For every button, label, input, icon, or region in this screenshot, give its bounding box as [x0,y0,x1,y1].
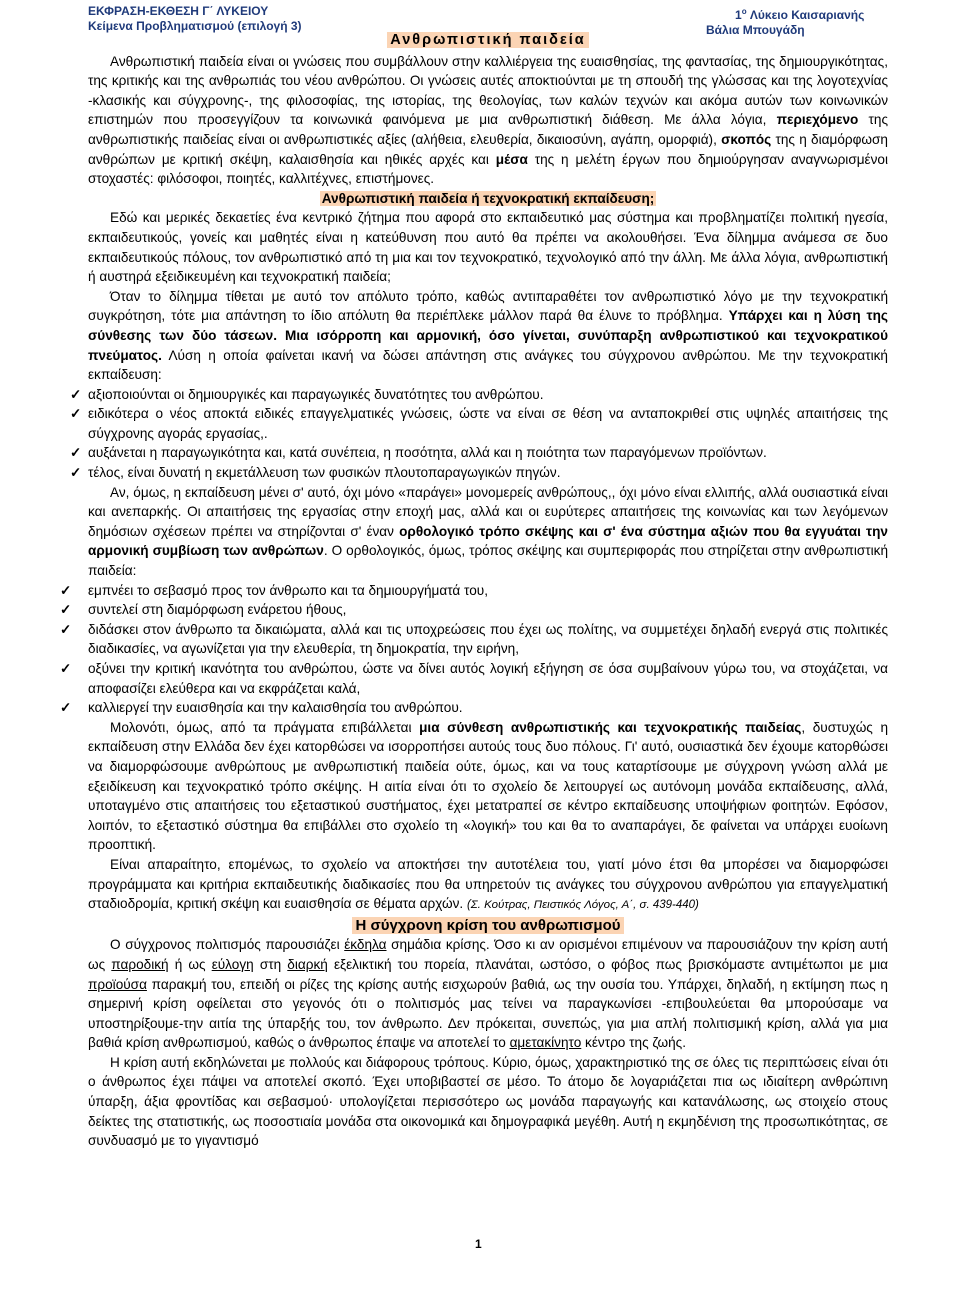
underlined-word: έκδηλα [344,937,387,953]
text: Ανθρωπιστική παιδεία είναι οι γνώσεις που συμβάλλουν στην καλλιέργεια της ευαισθησίας, της φαντασίας, της δημιουργικότητας, της κριτικής και της ανθρωπιάς του νέου ανθρώπου. Οι γνώσεις αυτές αποκτιούνται με τη σπουδή της γλώσσας και της λογοτεχνίας -κλασικής και σύγχρονης-, της φιλοσοφίας, της ιστορίας, της θεολογίας, των καλών τεχνών και ακόμα αυτών των κοινωνικών επιστημών που προσεγγίζουν τα κοινωνικά φαινόμενα με μια ανθρωπιστική διάθεση. Με άλλα λόγια, [88,53,888,128]
checklist-technocratic [70,385,888,483]
list-item-text: αυξάνεται η παραγωγικότητα και, κατά συνέπεια, η ποσότητα, αλλά και η ποιότητα των παραγόμενων προϊόντων. [88,445,767,461]
checkmark-icon: ✓ [60,602,72,618]
text: εξελικτική του πορεία, πλανάται, ωστόσο, ο φόβος πως βρισκόμαστε αντιμέτωποι με μια [327,956,888,972]
underlined-word: διαρκή [287,956,328,972]
checkmark-icon: ✓ [70,465,82,481]
bold-text: ορθολογικό τρόπο σκέψης και σ' ένα σύστημα αξιών που θα εγγυάται την αρμονική συμβίωση των ανθρώπων [88,523,888,559]
list-item [70,463,888,483]
text: ή ως [168,956,212,972]
header-school: 1$^o$ Λύκειο Καισαριανής [735,7,865,22]
paragraph-1 [88,52,888,189]
text: της ανθρωπιστικής παιδείας είναι οι ανθρωπιστικές αξίες (αλήθεια, ελευθερία, δικαιοσύνη, αγάπη, ομορφιά), [88,112,888,147]
page-number: 1 [475,1237,482,1251]
list-item-text: καλλιεργεί την ευαισθησία και την καλαισθησία του ανθρώπου. [88,700,463,716]
checkmark-icon: ✓ [60,700,72,716]
list-item-text: τέλος, είναι δυνατή η εκμετάλλευση των φυσικών πλουτοπαραγωγικών πηγών. [88,465,561,481]
checkmark-icon: ✓ [60,582,72,598]
underlined-word: παροδική [111,956,169,972]
text: της η διαμόρφωση ανθρώπων με κριτική σκέψη, καλαισθησία και ηθικές αρχές και [88,131,888,167]
title-block [88,30,888,51]
paragraph-4 [88,483,888,581]
text: . Ο ορθολογικός, όμως, τρόπος σκέψης και συμπεριφοράς που στηρίζεται στην ανθρωπιστική παιδεία: [88,543,888,579]
list-item [60,698,888,718]
underlined-word: προϊούσα [88,976,147,992]
text: παρακμή του, επειδή οι ρίζες της κρίσης αυτής εισχωρούν βαθιά, ως την ουσία του. Υπάρχει, δηλαδή, η εκτίμηση πως η σημερινή κρίση οφείλεται στο γεγονός ότι ο πολιτισμός μας τείνει να παραγκωνίσει -επιβουλεύεται θα μπορούσαμε να υποστηρίξουμε-την αιτία της ύπαρξής του, τον άνθρωπο. Δεν πρόκειται, συνεπώς, για μια απλή πολιτισμική κρίση, αλλά για μια βαθιά κρίση ανθρωπισμού, καθώς ο άνθρωπος έπαψε να αποτελεί το [88,976,888,1051]
paragraph-3 [88,287,888,385]
text: , δυστυχώς η εκπαίδευση στην Ελλάδα δεν έχει κατορθώσει να ισορροπήσει αυτούς τους δυο πόλους. Γι' αυτό, ουσιαστικά δεν έχουμε κατορθώσει να διαμορφώσουμε ανθρώπους με ανθρωπιστική παιδεία ούτε, όμως, και να τους καταρτίσουμε με σύγχρονη γνώση αλλά με εξειδίκευση και τεχνοκρατικό τρόπο σκέψης. Η αιτία είναι ότι το σχολείο δε λειτουργεί ως αυτόνομη μονάδα εκπαίδευσης, αλλά, υποταγμένο στις απαιτήσεις του εξεταστικού συστήματος, έχει μετατραπεί σε κέντρο εκπαίδευσης υποψήφιων φοιτητών. Εφόσον, λοιπόν, το εξεταστικό σύστημα θα επιβάλλει στο σχολείο τη «λογική» του και θα το αναπαράγει, δε φαίνεται να υπάρχει ευοίωνη προοπτική. [88,719,889,853]
section-heading: Ανθρωπιστική παιδεία ή τεχνοκρατική εκπαίδευση; [321,190,655,206]
text: Είναι απαραίτητο, επομένως, το σχολείο να αποκτήσει την αυτοτέλεια του, γιατί μόνο έτσι θα μπορέσει να διαμορφώσει προγράμματα και κριτήρια εκπαιδευτικής διαδικασίες που θα υπηρετούν τις ανάγκες του σύγχρονου ανθρώπου για επαγγελματική σταδιοδρομία, κριτική σκέψη και ευαισθησία σε θέματα αρχών. [88,856,888,912]
header-author: Βάλια Μπουγάδη [706,23,805,37]
paragraph-6 [88,855,888,916]
list-item [60,620,888,659]
subtitle-block-1 [88,189,888,209]
list-item [70,443,888,463]
section-heading: Η σύγχρονη κρίση του ανθρωπισμού [352,917,623,934]
subtitle-block-2 [88,916,888,936]
list-item-text: οξύνει την κριτική ικανότητα του ανθρώπου, ώστε να δίνει αυτός λογική εξήγηση σε όσα συμβαίνουν γύρω του, να στοχάζεται, να αποφασίζει ελεύθερα και να εκφράζεται καλά, [88,661,888,696]
text: Μολονότι, όμως, από τα πράγματα επιβάλλεται [110,719,420,735]
underlined-word: αμετακίνητο [509,1035,582,1051]
bold-text: περιεχόμενο [776,112,859,128]
paragraph-8: Η κρίση αυτή εκδηλώνεται με πολλούς και διάφορους τρόπους. Κύριο, όμως, χαρακτηριστικό της σε όλες τις περιπτώσεις είναι ότι ο άνθρωπος έχει πάψει να αποτελεί σκοπό. Έχει υποβιβαστεί σε μέσο. Το άτομο δε λογαριάζεται πια ως ιδιαίτερη ανθρώπινη ύπαρξη, άξια φροντίδας και σεβασμού· υπολογίζεται περισσότερο ως μονάδα παραγωγής και κατανάλωσης, ως στοιχείο στους δείκτες της στατιστικής, ως ποσοστιαία μονάδα στα οικονομικά και δημογραφικά μεγέθη. Αυτή η εκμηδένιση της προσωπικότητας, σε συνδυασμό με το γιγαντισμό [88,1054,888,1149]
bold-text: μέσα [495,151,528,167]
underlined-word: εύλογη [211,956,254,972]
list-item [60,581,888,601]
text: της η μελέτη έργων που δημιούργησαν αναγνωρισμένοι στοχαστές: φιλόσοφοι, ποιητές, καλλιτέχνες, επιστήμονες. [88,151,888,187]
list-item [60,600,888,620]
text: Αν, όμως, η εκπαίδευση μένει σ' αυτό, όχι μόνο «παράγει» μονομερείς ανθρώπους,, όχι μόνο είναι ελλιπής, αλλά ουσιαστικά είναι και ανεπαρκής. Οι απαιτήσεις της εργασίας στην εποχή μας, αλλά και οι ευρύτερες απαιτήσεις της κοινωνίας και των λεγόμενων δημόσιων σχέσεων πρέπει να στηρίζονται σ' έναν [88,484,888,539]
checkmark-icon: ✓ [70,406,82,422]
list-item [60,659,888,698]
text: Όταν το δίλημμα τίθεται με αυτό τον απόλυτο τρόπο, καθώς αντιπαραθέτει τον ανθρωπιστικό λόγο με την τεχνοκρατική συγκρότηση, τότε μια απάντηση το ίδιο απόλυτη θα περιέπλεκε μάλλον παρά θα έλυνε το πρόβλημα. [88,288,888,324]
header-topic: Κείμενα Προβληματισμού (επιλογή 3) [88,19,302,33]
text: σημάδια κρίσης. Όσο κι αν ορισμένοι επιμένουν να παρουσιάζουν την κρίση αυτή ως [88,937,888,972]
page-title: Ανθρωπιστική παιδεία [387,32,588,48]
list-item-text: συντελεί στη διαμόρφωση ενάρετου ήθους, [88,602,347,618]
list-item-text: ειδικότερα ο νέος αποκτά ειδικές επαγγελματικές γνώσεις, ώστε να είναι σε θέση να ανταποκριθεί στις υψηλές απαιτήσεις της σύγχρονης αγοράς εργασίας,. [88,406,888,441]
list-item-text: αξιοποιούνται οι δημιουργικές και παραγωγικές δυνατότητες του ανθρώπου. [88,386,544,402]
bold-text: Υπάρχει και η λύση της σύνθεσης των δύο τάσεων. Μια ισόρροπη και αρμονική, όσο γίνεται, συνύπαρξη ανθρωπιστικού και τεχνοκρατικού πνεύματος. [88,308,888,363]
text: Ο σύγχρονος πολιτισμός παρουσιάζει [110,937,345,953]
list-item-text: εμπνέει το σεβασμό προς τον άνθρωπο και τα δημιουργήματά του, [88,582,489,598]
paragraph-5 [88,718,888,855]
paragraph-7 [88,935,888,1053]
list-item [70,404,888,443]
document-body [60,30,889,1151]
list-item-text: διδάσκει στον άνθρωπο τα δικαιώματα, αλλά και τις υποχρεώσεις που έχει ως πολίτης, να συμμετέχει δηλαδή ενεργά στις πολιτικές διαδικασίες, να αγωνίζεται για την ελευθερία, τη δημοκρατία, την ειρήνη, [88,621,888,657]
checklist-humanistic [60,581,888,718]
text: κέντρο της ζωής. [581,1035,686,1051]
citation: (Σ. Κούτρας, Πειστικός Λόγος, Α΄, σ. 439-440) [466,899,699,912]
list-item [70,385,888,405]
checkmark-icon: ✓ [60,621,72,637]
paragraph-2: Εδώ και μερικές δεκαετίες ένα κεντρικό ζήτημα που αφορά στο εκπαιδευτικό μας σύστημα και προβληματίζει πολιτική ηγεσία, εκπαιδευτικούς, γονείς και μαθητές είναι η κατεύθυνση που αυτό θα πρέπει να ακολουθήσει. Ένα δίλημμα ανάμεσα σε δυο εκπαιδευτικούς πόλους, τον ανθρωπιστικό από τη μια και τον τεχνοκρατικό, τεχνολογικό από την άλλη. Με άλλα λόγια, ανθρωπιστική ή αυστηρά εξειδικευμένη και τεχνοκρατική παιδεία; [88,210,888,285]
text: στη [253,956,288,972]
header-course: ΕΚΦΡΑΣΗ-ΕΚΘΕΣΗ Γ΄ ΛΥΚΕΙΟΥ [88,4,269,18]
checkmark-icon: ✓ [70,445,82,461]
checkmark-icon: ✓ [70,386,82,402]
text: Λύση η οποία φαίνεται ικανή να δώσει απάντηση στις ανάγκες του σύγχρονου ανθρώπου. Με την τεχνοκρατική εκπαίδευση: [88,347,888,383]
bold-text: σκοπός [721,131,772,147]
checkmark-icon: ✓ [60,661,72,676]
bold-text: μια σύνθεση ανθρωπιστικής και τεχνοκρατικής παιδείας [419,719,802,735]
